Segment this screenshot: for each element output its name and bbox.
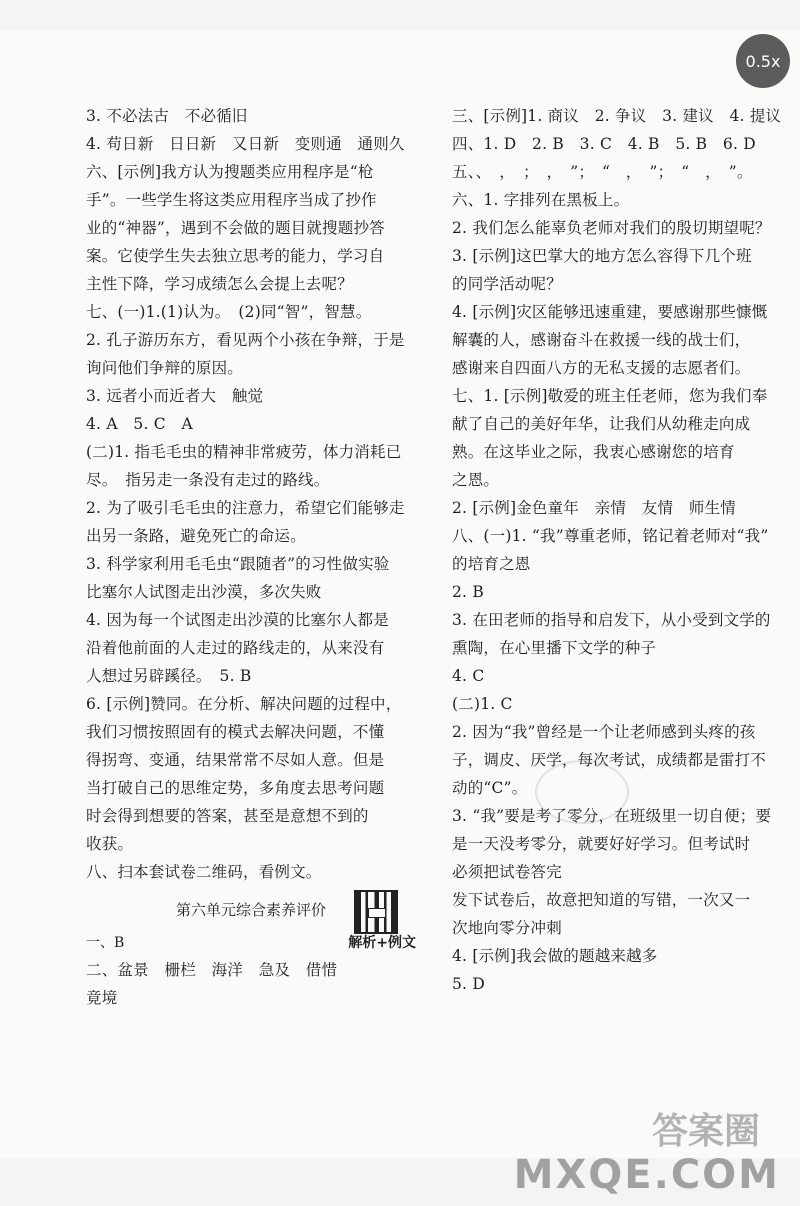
- answer-line: 当打破自己的思维定势，多角度去思考问题: [86, 779, 385, 797]
- answer-line: 沿着他前面的人走过的路线走的，从来没有: [86, 639, 385, 657]
- answer-line: 八、(一)1. “我”尊重老师，铭记着老师对“我”: [452, 527, 769, 545]
- answer-line: (二)1. C: [452, 695, 513, 713]
- answer-line: 四、1. D 2. B 3. C 4. B 5. B 6. D: [452, 135, 756, 153]
- answer-line: 的培育之恩: [452, 555, 531, 573]
- right-column: [452, 102, 782, 998]
- answer-line: 人想过另辟蹊径。 5. B: [86, 667, 252, 685]
- answer-line: 2. 为了吸引毛毛虫的注意力，希望它们能够走: [86, 499, 405, 517]
- answer-line: 竟境: [86, 989, 118, 1007]
- answer-line: 3. “我”要是考了零分，在班级里一切自便；要: [452, 807, 772, 825]
- answer-line: 4. A 5. C A: [86, 415, 193, 433]
- answer-line: 献了自己的美好年华，让我们从幼稚走向成: [452, 415, 751, 433]
- analysis-label: 解析+例文: [348, 935, 416, 951]
- answer-line: 2. 因为“我”曾经是一个让老师感到头疼的孩: [452, 723, 756, 741]
- answer-line: 比塞尔人试图走出沙漠，多次失败: [86, 583, 322, 601]
- answer-line: 的同学活动呢？: [452, 275, 562, 293]
- answer-line: 3. [示例]这巴掌大的地方怎么容得下几个班: [452, 247, 752, 265]
- answer-line: 六、1. 字排列在黑板上。: [452, 191, 630, 209]
- answer-line: 熏陶，在心里播下文学的种子: [452, 639, 657, 657]
- answer-line: 得拐弯、变通，结果常常不尽如人意。但是: [86, 751, 385, 769]
- answer-line: 2. 孔子游历东方，看见两个小孩在争辩，于是: [86, 331, 405, 349]
- watermark-site: MXQE.COM: [513, 1152, 780, 1198]
- answer-line: 时会得到想要的答案，甚至是意想不到的: [86, 807, 369, 825]
- answer-line: 2. B: [452, 583, 484, 601]
- answer-line: 案。它使学生失去独立思考的能力，学习自: [86, 247, 385, 265]
- answer-line: 收获。: [86, 835, 134, 853]
- answer-line: 次地向零分冲刺: [452, 919, 562, 937]
- answer-line: 5. D: [452, 975, 485, 993]
- unit-title: 第六单元综合素养评价: [175, 901, 326, 919]
- answer-line: 3. 不必法古 不必循旧: [86, 107, 248, 125]
- answer-line: 七、1. [示例]敬爱的班主任老师，您为我们奉: [452, 387, 768, 405]
- answer-line: 解囊的人，感谢奋斗在救援一线的战士们，: [452, 331, 751, 349]
- answer-line: 3. 在田老师的指导和启发下，从小受到文学的: [452, 611, 771, 629]
- answer-line: 3. 科学家利用毛毛虫“跟随者”的习性做实验: [86, 555, 390, 573]
- answer-line: 出另一条路，避免死亡的命运。: [86, 527, 306, 545]
- answer-line: 4. 因为每一个试图走出沙漠的比塞尔人都是: [86, 611, 389, 629]
- answer-line: 业的“神器”，遇到不会做的题目就搜题抄答: [86, 219, 385, 237]
- answer-line: 子，调皮、厌学，每次考试，成绩都是雷打不: [452, 751, 767, 769]
- answer-line: (二)1. 指毛毛虫的精神非常疲劳，体力消耗已: [86, 443, 402, 461]
- qr-code-icon[interactable]: [354, 890, 398, 934]
- answer-line: 4. [示例]灾区能够迅速重建，要感谢那些慷慨: [452, 303, 768, 321]
- answer-line: 熟。在这毕业之际，我衷心感谢您的培育: [452, 443, 735, 461]
- answer-line: 二、盆景 栅栏 海洋 急及 借惜: [86, 961, 338, 979]
- answer-line: 询问他们争辩的原因。: [86, 359, 244, 377]
- answer-line: 手”。一些学生将这类应用程序当成了抄作: [86, 191, 377, 209]
- answer-line: 七、(一)1.(1)认为。 (2)同“智”，智慧。: [86, 303, 372, 321]
- answer-line: 是一天没考零分，就要好好学习。但考试时: [452, 835, 751, 853]
- answer-line: 4. [示例]我会做的题越来越多: [452, 947, 658, 965]
- answer-line: 4. 苟日新 日日新 又日新 变则通 通则久: [86, 135, 405, 153]
- answer-line: 感谢来自四面八方的无私支援的志愿者们。: [452, 359, 751, 377]
- playback-speed-button[interactable]: 0.5x: [736, 34, 790, 88]
- answer-line: 八、扫本套试卷二维码，看例文。: [86, 863, 322, 881]
- left-column: [86, 102, 416, 1012]
- watermark-stamp: [535, 760, 629, 824]
- answer-line: 尽。 指另走一条没有走过的路线。: [86, 471, 330, 489]
- answer-line: 6. [示例]赞同。在分析、解决问题的过程中，: [86, 695, 402, 713]
- answer-line: 动的“C”。: [452, 779, 528, 797]
- answer-line: 五、、 ， ； ， ”； “ ， ”； “ ， ”。: [452, 163, 753, 181]
- answer-line: 我们习惯按照固有的模式去解决问题，不懂: [86, 723, 385, 741]
- answer-line: 主性下降，学习成绩怎么会提上去呢？: [86, 275, 353, 293]
- answer-line: 必须把试卷答完: [452, 863, 562, 881]
- unit-title-row: [86, 890, 416, 930]
- answer-line: 之恩。: [452, 471, 500, 489]
- answer-line: 六、[示例]我方认为搜题类应用程序是“枪: [86, 163, 374, 181]
- answer-line: 一、B: [86, 935, 125, 951]
- answer-line: 3. 远者小而近者大 触觉: [86, 387, 264, 405]
- answer-line: 4. C: [452, 667, 485, 685]
- answer-line: 发下试卷后，故意把知道的写错，一次又一: [452, 891, 751, 909]
- answer-line: 2. [示例]金色童年 亲情 友情 师生情: [452, 499, 737, 517]
- answer-line: 三、[示例]1. 商议 2. 争议 3. 建议 4. 提议: [452, 107, 782, 125]
- watermark-brand: 答案圈: [651, 1111, 760, 1152]
- answer-page: [0, 30, 800, 1158]
- answer-line: 2. 我们怎么能辜负老师对我们的殷切期望呢？: [452, 219, 771, 237]
